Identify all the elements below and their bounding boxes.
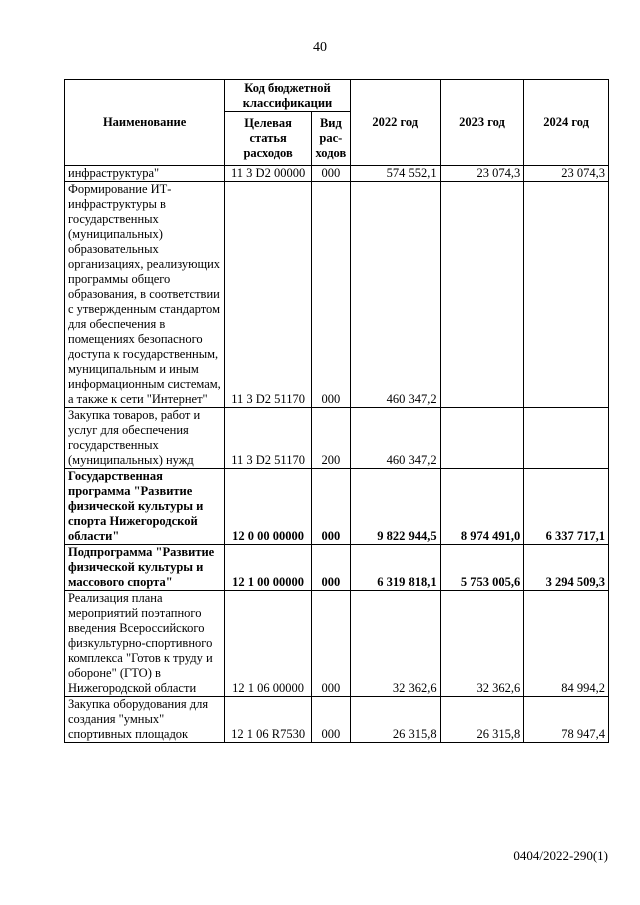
row-name: Закупка оборудования для создания "умных" спортивных площадок — [65, 697, 225, 743]
row-target-code: 12 1 06 00000 — [225, 591, 312, 697]
row-expense-type: 000 — [311, 591, 350, 697]
header-year-2023: 2023 год — [440, 80, 524, 166]
row-value-2023: 26 315,8 — [440, 697, 524, 743]
header-year-2024: 2024 год — [524, 80, 609, 166]
row-value-2023: 32 362,6 — [440, 591, 524, 697]
table-row — [65, 469, 609, 545]
row-value-2022: 460 347,2 — [350, 408, 440, 469]
header-target-article: Целевая статья расходов — [225, 112, 312, 166]
row-target-code: 12 1 00 00000 — [225, 545, 312, 591]
row-name: Реализация плана мероприятий поэтапного введения Всероссийского физкультурно-спортивного комплекса "Готов к труду и обороне" (ГТО) в Нижегородской области — [65, 591, 225, 697]
table-row — [65, 182, 609, 408]
row-target-code: 11 3 D2 51170 — [225, 408, 312, 469]
table-row — [65, 697, 609, 743]
row-value-2022: 9 822 944,5 — [350, 469, 440, 545]
table-row — [65, 591, 609, 697]
table-row — [65, 408, 609, 469]
row-expense-type: 200 — [311, 408, 350, 469]
header-expense-type: Вид рас-ходов — [311, 112, 350, 166]
row-name: Государственная программа "Развитие физической культуры и спорта Нижегородской области" — [65, 469, 225, 545]
row-expense-type: 000 — [311, 697, 350, 743]
row-value-2022: 32 362,6 — [350, 591, 440, 697]
row-name: Формирование ИТ-инфраструктуры в государственных (муниципальных) образовательных организациях, реализующих программы общего образования, в соответствии с утвержденным стандартом для обеспечения в помещениях безопасного доступа к государственным, муниципальным и иным информационным системам, а также к сети "Интернет" — [65, 182, 225, 408]
row-value-2023: 5 753 005,6 — [440, 545, 524, 591]
table-row — [65, 166, 609, 182]
row-target-code: 12 1 06 R7530 — [225, 697, 312, 743]
row-value-2024: 6 337 717,1 — [524, 469, 609, 545]
table-row — [65, 545, 609, 591]
page-number: 40 — [313, 40, 327, 55]
row-value-2024 — [524, 408, 609, 469]
document-code: 0404/2022-290(1) — [513, 848, 608, 863]
row-value-2024: 23 074,3 — [524, 166, 609, 182]
row-value-2023: 23 074,3 — [440, 166, 524, 182]
row-name: Подпрограмма "Развитие физической культуры и массового спорта" — [65, 545, 225, 591]
row-value-2022: 6 319 818,1 — [350, 545, 440, 591]
row-expense-type: 000 — [311, 545, 350, 591]
row-expense-type: 000 — [311, 166, 350, 182]
row-name: инфраструктура" — [65, 166, 225, 182]
row-value-2022: 26 315,8 — [350, 697, 440, 743]
row-value-2024: 78 947,4 — [524, 697, 609, 743]
row-value-2023: 8 974 491,0 — [440, 469, 524, 545]
row-value-2023 — [440, 182, 524, 408]
header-code-group: Код бюджетной классификации — [225, 80, 351, 112]
row-value-2022: 460 347,2 — [350, 182, 440, 408]
row-value-2024 — [524, 182, 609, 408]
row-value-2024: 3 294 509,3 — [524, 545, 609, 591]
table-body — [65, 166, 609, 743]
row-expense-type: 000 — [311, 182, 350, 408]
row-target-code: 11 3 D2 51170 — [225, 182, 312, 408]
row-value-2024: 84 994,2 — [524, 591, 609, 697]
header-name: Наименование — [65, 80, 225, 166]
row-expense-type: 000 — [311, 469, 350, 545]
row-target-code: 11 3 D2 00000 — [225, 166, 312, 182]
row-value-2023 — [440, 408, 524, 469]
row-name: Закупка товаров, работ и услуг для обеспечения государственных (муниципальных) нужд — [65, 408, 225, 469]
row-target-code: 12 0 00 00000 — [225, 469, 312, 545]
budget-table — [64, 79, 609, 743]
header-year-2022: 2022 год — [350, 80, 440, 166]
row-value-2022: 574 552,1 — [350, 166, 440, 182]
